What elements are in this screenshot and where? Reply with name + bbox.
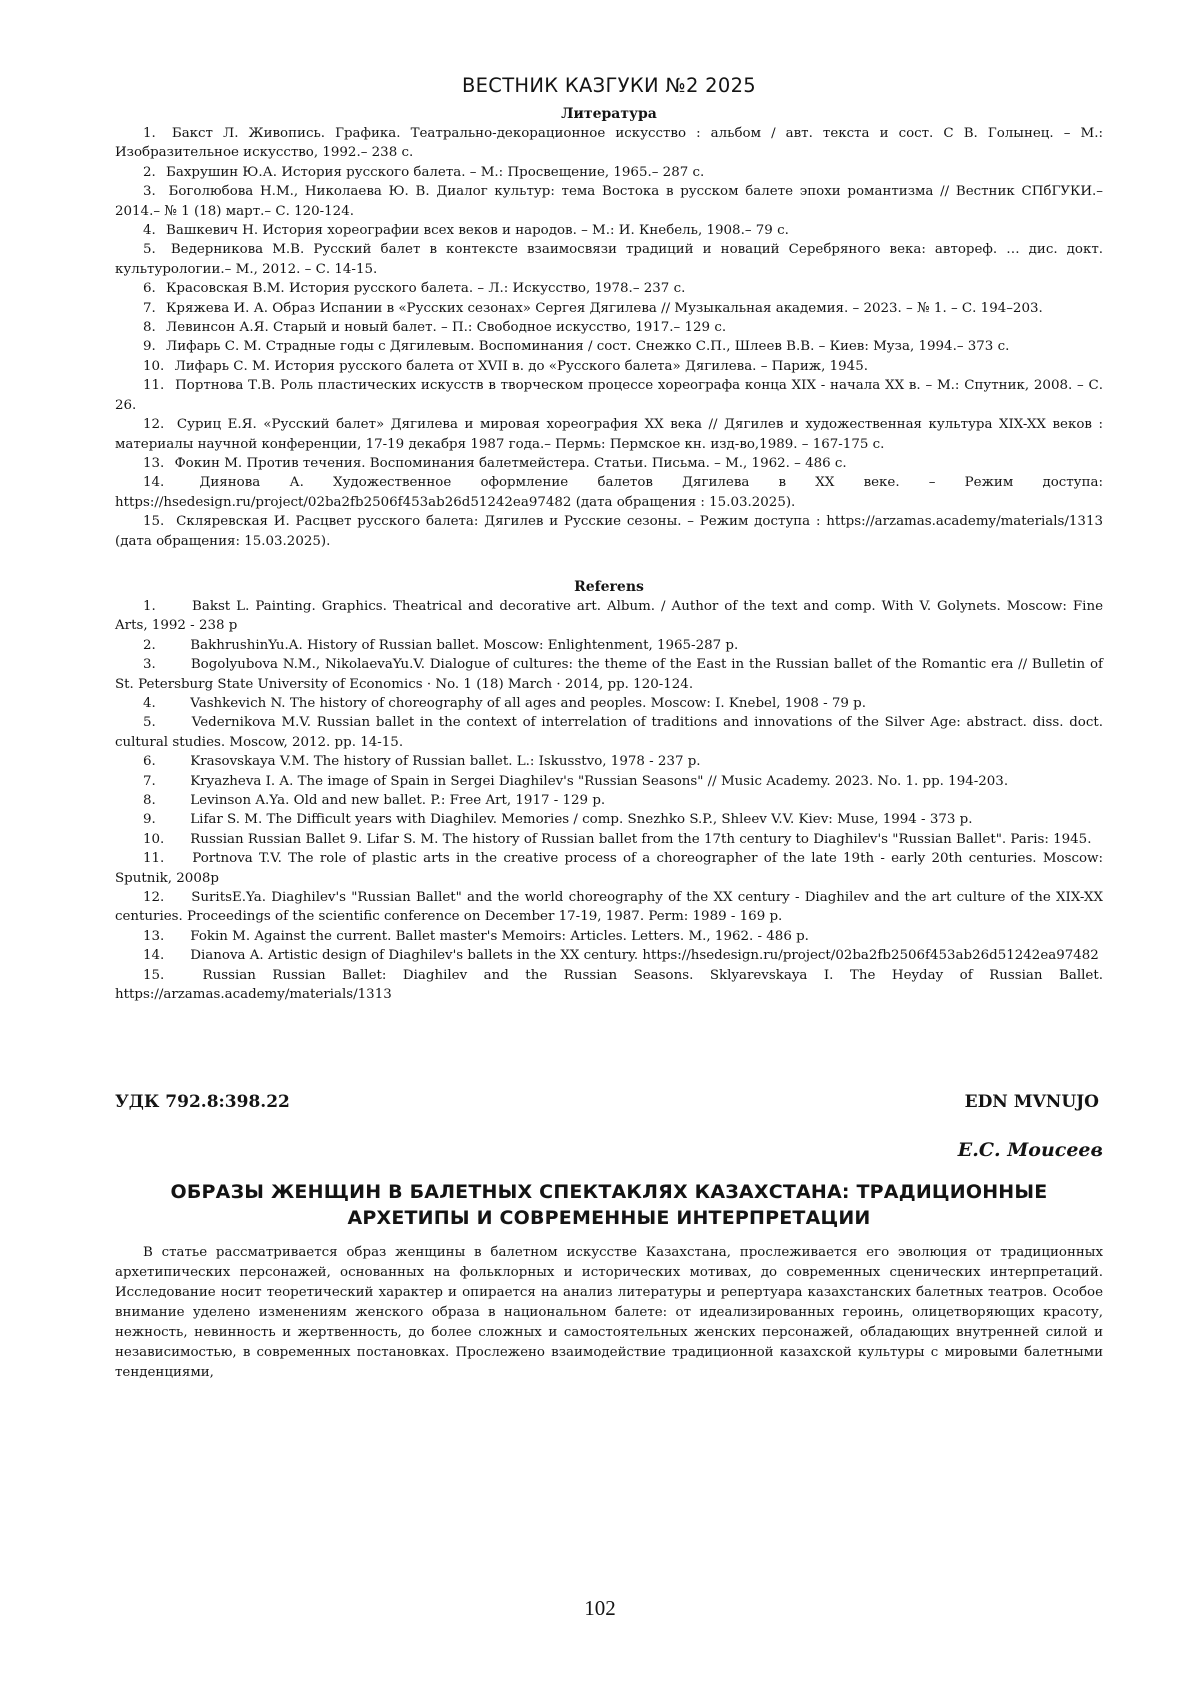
reference-item-text: Krasovskaya V.M. The history of Russian ballet. L.: Iskusstvo, 1978 - 237 p. [190,754,701,770]
literature-item-number: 7. [143,300,156,316]
reference-item-text: Bakst L. Painting. Graphics. Theatrical and decorative art. Album. / Author of the text and comp. With V. Golynets. Moscow: Fine Arts, 1992 - 238 p [115,598,1104,634]
edn-code: EDN MVNUJO [964,1092,1099,1113]
literature-item-number: 11. [143,378,165,394]
reference-item-text: BakhrushinYu.A. History of Russian ballet. Moscow: Enlightenment, 1965-287 p. [190,637,739,653]
literature-item-text: Лифарь С. М. История русского балета от XVII в. до «Русского балета» Дягилева. – Париж, 1945. [174,358,868,374]
udk-code: УДК 792.8:398.22 [115,1092,290,1113]
reference-item [115,927,1103,946]
reference-item [115,597,1103,636]
reference-item-number: 8. [143,793,156,808]
literature-item-text: Кряжева И. А. Образ Испании в «Русских сезонах» Сергея Дягилева // Музыкальная академия. – 2023. – № 1. – С. 194–203. [166,300,1043,316]
literature-item [115,240,1103,279]
literature-item [115,357,1103,376]
reference-item-number: 11. [143,851,165,867]
reference-item-text: Lifar S. M. The Difficult years with Diaghilev. Memories / comp. Snezhko S.P., Shleev V.V. Kiev: Muse, 1994 - 373 p. [190,812,973,828]
reference-item [115,694,1103,713]
reference-item-number: 14. [143,948,165,964]
reference-item [115,849,1103,888]
references-heading: Referens [574,578,644,595]
reference-item-number: 1. [143,598,156,614]
literature-item-number: 9. [143,339,156,355]
reference-item-text: Vedernikova M.V. Russian ballet in the context of interrelation of traditions and innovations of the Silver Age: abstract. diss. doct. cultural studies. Moscow, 2012. pp. 14-15. [115,715,1104,750]
reference-item [115,946,1103,965]
literature-item [115,318,1103,337]
literature-item-number: 1. [143,126,156,141]
literature-item-text: Красовская В.М. История русского балета. – Л.: Искусство, 1978.– 237 с. [166,281,686,297]
article-title [115,1179,1103,1231]
literature-item [115,415,1103,454]
reference-item [115,655,1103,694]
reference-item [115,752,1103,771]
article-title-line-1: ОБРАЗЫ ЖЕНЩИН В БАЛЕТНЫХ СПЕКТАКЛЯХ КАЗАХСТАНА: ТРАДИЦИОННЫЕ [170,1181,1048,1204]
reference-item-text: Portnova T.V. The role of plastic arts in the creative process of a choreographer of the late 19th - early 20th centuries. Moscow: Sputnik, 2008p [115,851,1103,886]
literature-item [115,124,1103,163]
literature-item [115,221,1103,240]
reference-item [115,791,1103,810]
literature-item-number: 8. [143,320,156,336]
literature-item-text: Боголюбова Н.М., Николаева Ю. В. Диалог культур: тема Востока в русском балете эпохи романтизма // Вестник СПбГУКИ.– 2014.– № 1 (18) март.– С. 120-124. [115,184,1103,219]
reference-item [115,830,1103,849]
article-author: Е.С. Моисеев [957,1139,1103,1162]
literature-item-text: Ведерникова М.В. Русский балет в контексте взаимосвязи традиций и новаций Серебряного века: автореф. … дис. докт. культурологии.– М., 2012. – С. 14-15. [115,242,1103,277]
literature-heading: Литература [561,106,657,122]
reference-item-number: 10. [143,831,165,847]
literature-item-number: 3. [143,184,156,200]
references-list [115,597,1103,1005]
reference-item-text: Dianova A. Artistic design of Diaghilev's ballets in the XX century. https://hsedesign.ru/project/02ba2fb2506f453ab26d51242ea97482 [190,948,1099,964]
literature-item [115,376,1103,415]
literature-item-number: 4. [143,223,156,239]
reference-item-number: 13. [143,928,165,944]
literature-item-number: 13. [143,455,165,471]
literature-item-text: Суриц Е.Я. «Русский балет» Дягилева и мировая хореография XX века // Дягилев и художественная культура XIX-XX веков : материалы научной конференции, 17-19 декабря 1987 года.– Пермь: Пермское кн. изд-во,1989. – 167-175 с. [115,417,1103,452]
literature-item [115,182,1103,221]
article-title-line-2: АРХЕТИПЫ И СОВРЕМЕННЫЕ ИНТЕРПРЕТАЦИИ [347,1207,871,1230]
literature-list [115,124,1103,551]
literature-item [115,279,1103,298]
reference-item [115,713,1103,752]
reference-item-number: 3. [143,657,156,673]
literature-item-number: 15. [143,514,165,530]
literature-item-text: Левинсон А.Я. Старый и новый балет. – П.: Свободное искусство, 1917.– 129 с. [166,320,727,336]
literature-item-number: 10. [143,358,165,374]
literature-item [115,454,1103,473]
reference-item-number: 6. [143,754,156,770]
literature-item-text: Бахрушин Ю.А. История русского балета. – М.: Просвещение, 1965.– 287 с. [166,164,705,180]
reference-item-number: 15. [143,967,165,983]
reference-item-number: 2. [143,637,156,653]
literature-item [115,473,1103,512]
literature-item-text: Бакст Л. Живопись. Графика. Театрально-декорационное искусство : альбом / авт. текста и сост. С В. Голынец. – М.: Изобразительное искусство, 1992.– 238 с. [115,126,1103,161]
reference-item-text: Fokin M. Against the current. Ballet master's Memoirs: Articles. Letters. M., 1962. - 486 p. [190,928,809,944]
reference-item-text: Russian Russian Ballet 9. Lifar S. M. The history of Russian ballet from the 17th century to Diaghilev's "Russian Ballet". Paris: 1945. [190,831,1092,847]
literature-item-number: 14. [143,475,165,491]
literature-item-text: Диянова А. Художественное оформление балетов Дягилева в XX веке. – Режим доступа: https://hsedesign.ru/project/02ba2fb2506f453ab26d51242ea97482 (дата обращения : 15.03.2025). [115,475,1103,510]
literature-item-number: 6. [143,281,156,297]
reference-item [115,966,1103,1005]
reference-item-text: Vashkevich N. The history of choreography of all ages and peoples. Moscow: I. Knebel, 1908 - 79 p. [190,695,866,711]
page-number: 102 [584,1596,616,1620]
literature-item-number: 2. [143,164,156,180]
literature-item-text: Портнова Т.В. Роль пластических искусств в творческом процессе хореографа конца XIX - начала XX в. – М.: Спутник, 2008. – С. 26. [115,378,1103,413]
literature-item [115,337,1103,356]
literature-item-text: Вашкевич Н. История хореографии всех веков и народов. – М.: И. Кнебель, 1908.– 79 с. [166,223,789,239]
reference-item [115,772,1103,791]
running-header: ВЕСТНИК КАЗГУКИ №2 2025 [461,74,757,97]
reference-item-text: Bogolyubova N.M., NikolaevaYu.V. Dialogue of cultures: the theme of the East in the Russian ballet of the Romantic era // Bulletin of St. Petersburg State University of Economics · No. 1 (18) March · 2014, pp. 120-124. [115,657,1103,692]
article-abstract: В статье рассматривается образ женщины в балетном искусстве Казахстана, прослеживается его эволюция от традиционных архетипических персонажей, основанных на фольклорных и исторических мотивах, до современных сценических интерпретаций. Исследование носит теоретический характер и опирается на анализ литературы и репертуара казахстанских балетных театров. Особое внимание уделено изменениям женского образа в национальном балете: от идеализированных героинь, олицетворяющих красоту, нежность, невинность и жертвенность, до более сложных и самостоятельных женских персонажей, обладающих внутренней силой и независимостью, в современных постановках. Прослежено взаимодействие традиционной казахской культуры с мировыми балетными тенденциями, [115,1245,1103,1381]
reference-item-number: 7. [143,773,156,789]
literature-item [115,512,1103,551]
reference-item-text: Russian Russian Ballet: Diaghilev and the Russian Seasons. Sklyarevskaya I. The Heyday of Russian Ballet. https://arzamas.academy/materials/1313 [115,967,1103,1003]
reference-item-number: 4. [143,695,156,711]
literature-item-number: 12. [143,417,165,433]
reference-item-number: 12. [143,890,165,906]
literature-item-text: Фокин М. Против течения. Воспоминания балетмейстера. Статьи. Письма. – М., 1962. – 486 с. [174,455,847,471]
reference-item-text: Kryazheva I. A. The image of Spain in Sergei Diaghilev's "Russian Seasons" // Music Academy. 2023. No. 1. pp. 194-203. [190,773,1009,789]
literature-item [115,299,1103,318]
reference-item-text: SuritsE.Ya. Diaghilev's "Russian Ballet" and the world choreography of the XX century - Diaghilev and the art culture of the XIX-XX centuries. Proceedings of the scientific conference on December 17-19, 1987. Perm: 1989 - 169 p. [115,890,1103,925]
reference-item-text: Levinson A.Ya. Old and new ballet. P.: Free Art, 1917 - 129 p. [190,793,606,808]
reference-item-number: 9. [143,812,156,828]
article-codes [115,1090,1103,1114]
reference-item [115,888,1103,927]
reference-item [115,636,1103,655]
reference-item [115,810,1103,829]
literature-item [115,163,1103,182]
literature-item-text: Лифарь С. М. Страдные годы с Дягилевым. Воспоминания / сост. Снежко С.П., Шлеев В.В. – Киев: Муза, 1994.– 373 с. [166,339,1010,355]
literature-item-text: Склярeвская И. Расцвет русского балета: Дягилев и Русские сезоны. – Режим доступа : https://arzamas.academy/materials/1313 (дата обращения: 15.03.2025). [115,514,1103,549]
reference-item-number: 5. [143,715,156,731]
literature-item-number: 5. [143,242,156,258]
